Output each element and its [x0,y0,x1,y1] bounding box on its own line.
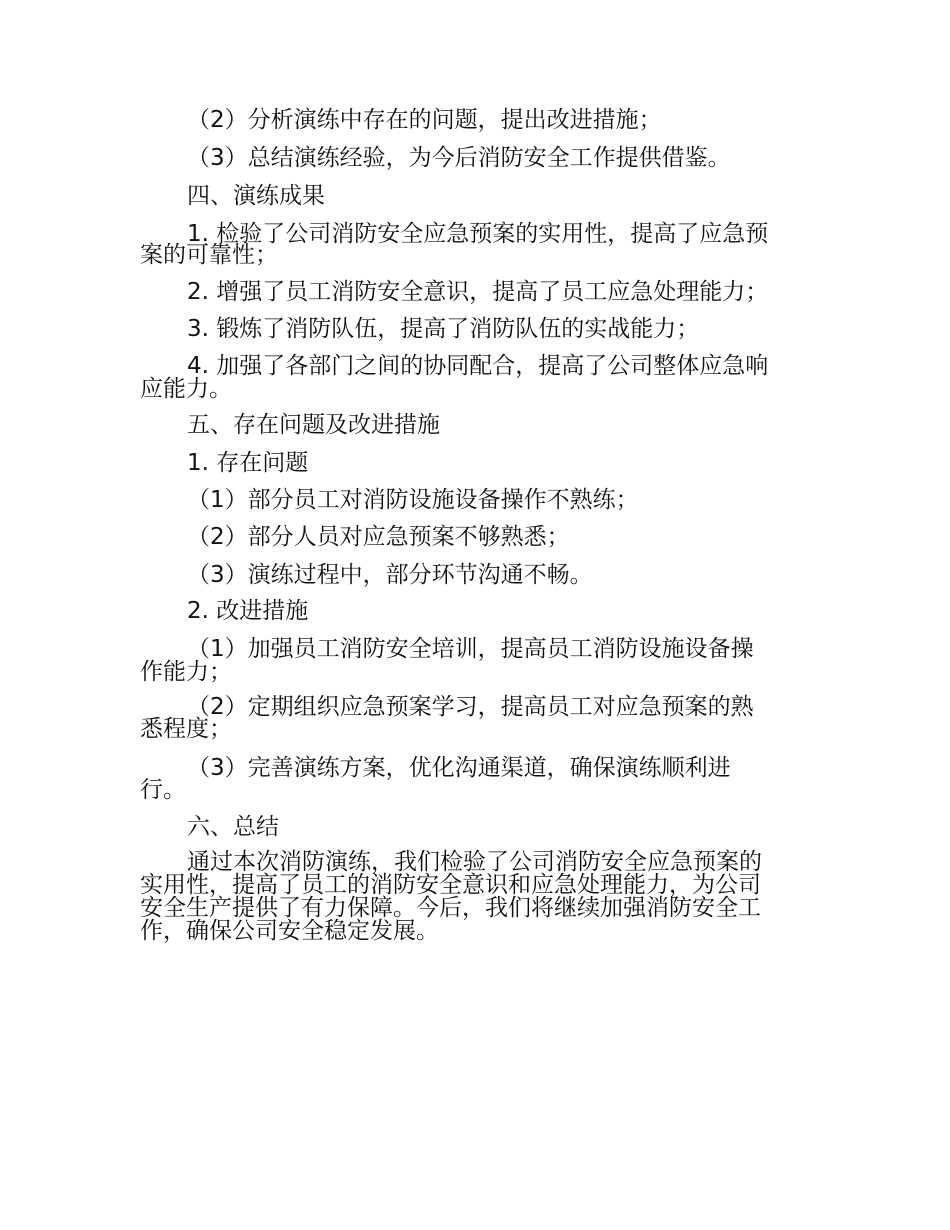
measure-item-2-line1: （2）定期组织应急预案学习，提高员工对应急预案的熟 [187,694,754,720]
summary-line-4: 作，确保公司安全稳定发展。 [140,918,439,944]
review-item-3: （3）总结演练经验，为今后消防安全工作提供借鉴。 [187,145,731,171]
summary-line-3: 安全生产提供了有力保障。今后，我们将继续加强消防安全工 [140,895,761,921]
problem-item-1: （1）部分员工对消防设施设备操作不熟练； [187,487,639,513]
result-item-4-line1: 4. 加强了各部门之间的协同配合，提高了公司整体应急响 [187,353,769,379]
measure-item-1-line2: 作能力； [140,659,232,685]
summary-line-2: 实用性，提高了员工的消防安全意识和应急处理能力，为公司 [140,872,761,898]
result-item-2: 2. 增强了员工消防安全意识，提高了员工应急处理能力； [187,279,769,305]
result-item-1-line1: 1. 检验了公司消防安全应急预案的实用性，提高了应急预 [187,221,769,247]
subheading-problems: 1. 存在问题 [187,450,309,476]
section-heading-problems-measures: 五、存在问题及改进措施 [187,412,440,438]
result-item-1-line2: 案的可靠性； [140,242,278,268]
measure-item-1-line1: （1）加强员工消防安全培训，提高员工消防设施设备操 [187,636,754,662]
review-item-2: （2）分析演练中存在的问题，提出改进措施； [187,107,662,133]
problem-item-3: （3）演练过程中，部分环节沟通不畅。 [187,562,593,588]
summary-line-1: 通过本次消防演练，我们检验了公司消防安全应急预案的 [187,849,762,875]
measure-item-2-line2: 悉程度； [140,716,232,742]
measure-item-3-line2: 行。 [140,777,186,803]
section-heading-results: 四、演练成果 [187,183,325,209]
subheading-measures: 2. 改进措施 [187,598,309,624]
problem-item-2: （2）部分人员对应急预案不够熟悉； [187,524,570,550]
section-heading-summary: 六、总结 [187,814,279,840]
result-item-3: 3. 锻炼了消防队伍，提高了消防队伍的实战能力； [187,316,700,342]
measure-item-3-line1: （3）完善演练方案，优化沟通渠道，确保演练顺利进 [187,755,731,781]
result-item-4-line2: 应能力。 [140,376,232,402]
